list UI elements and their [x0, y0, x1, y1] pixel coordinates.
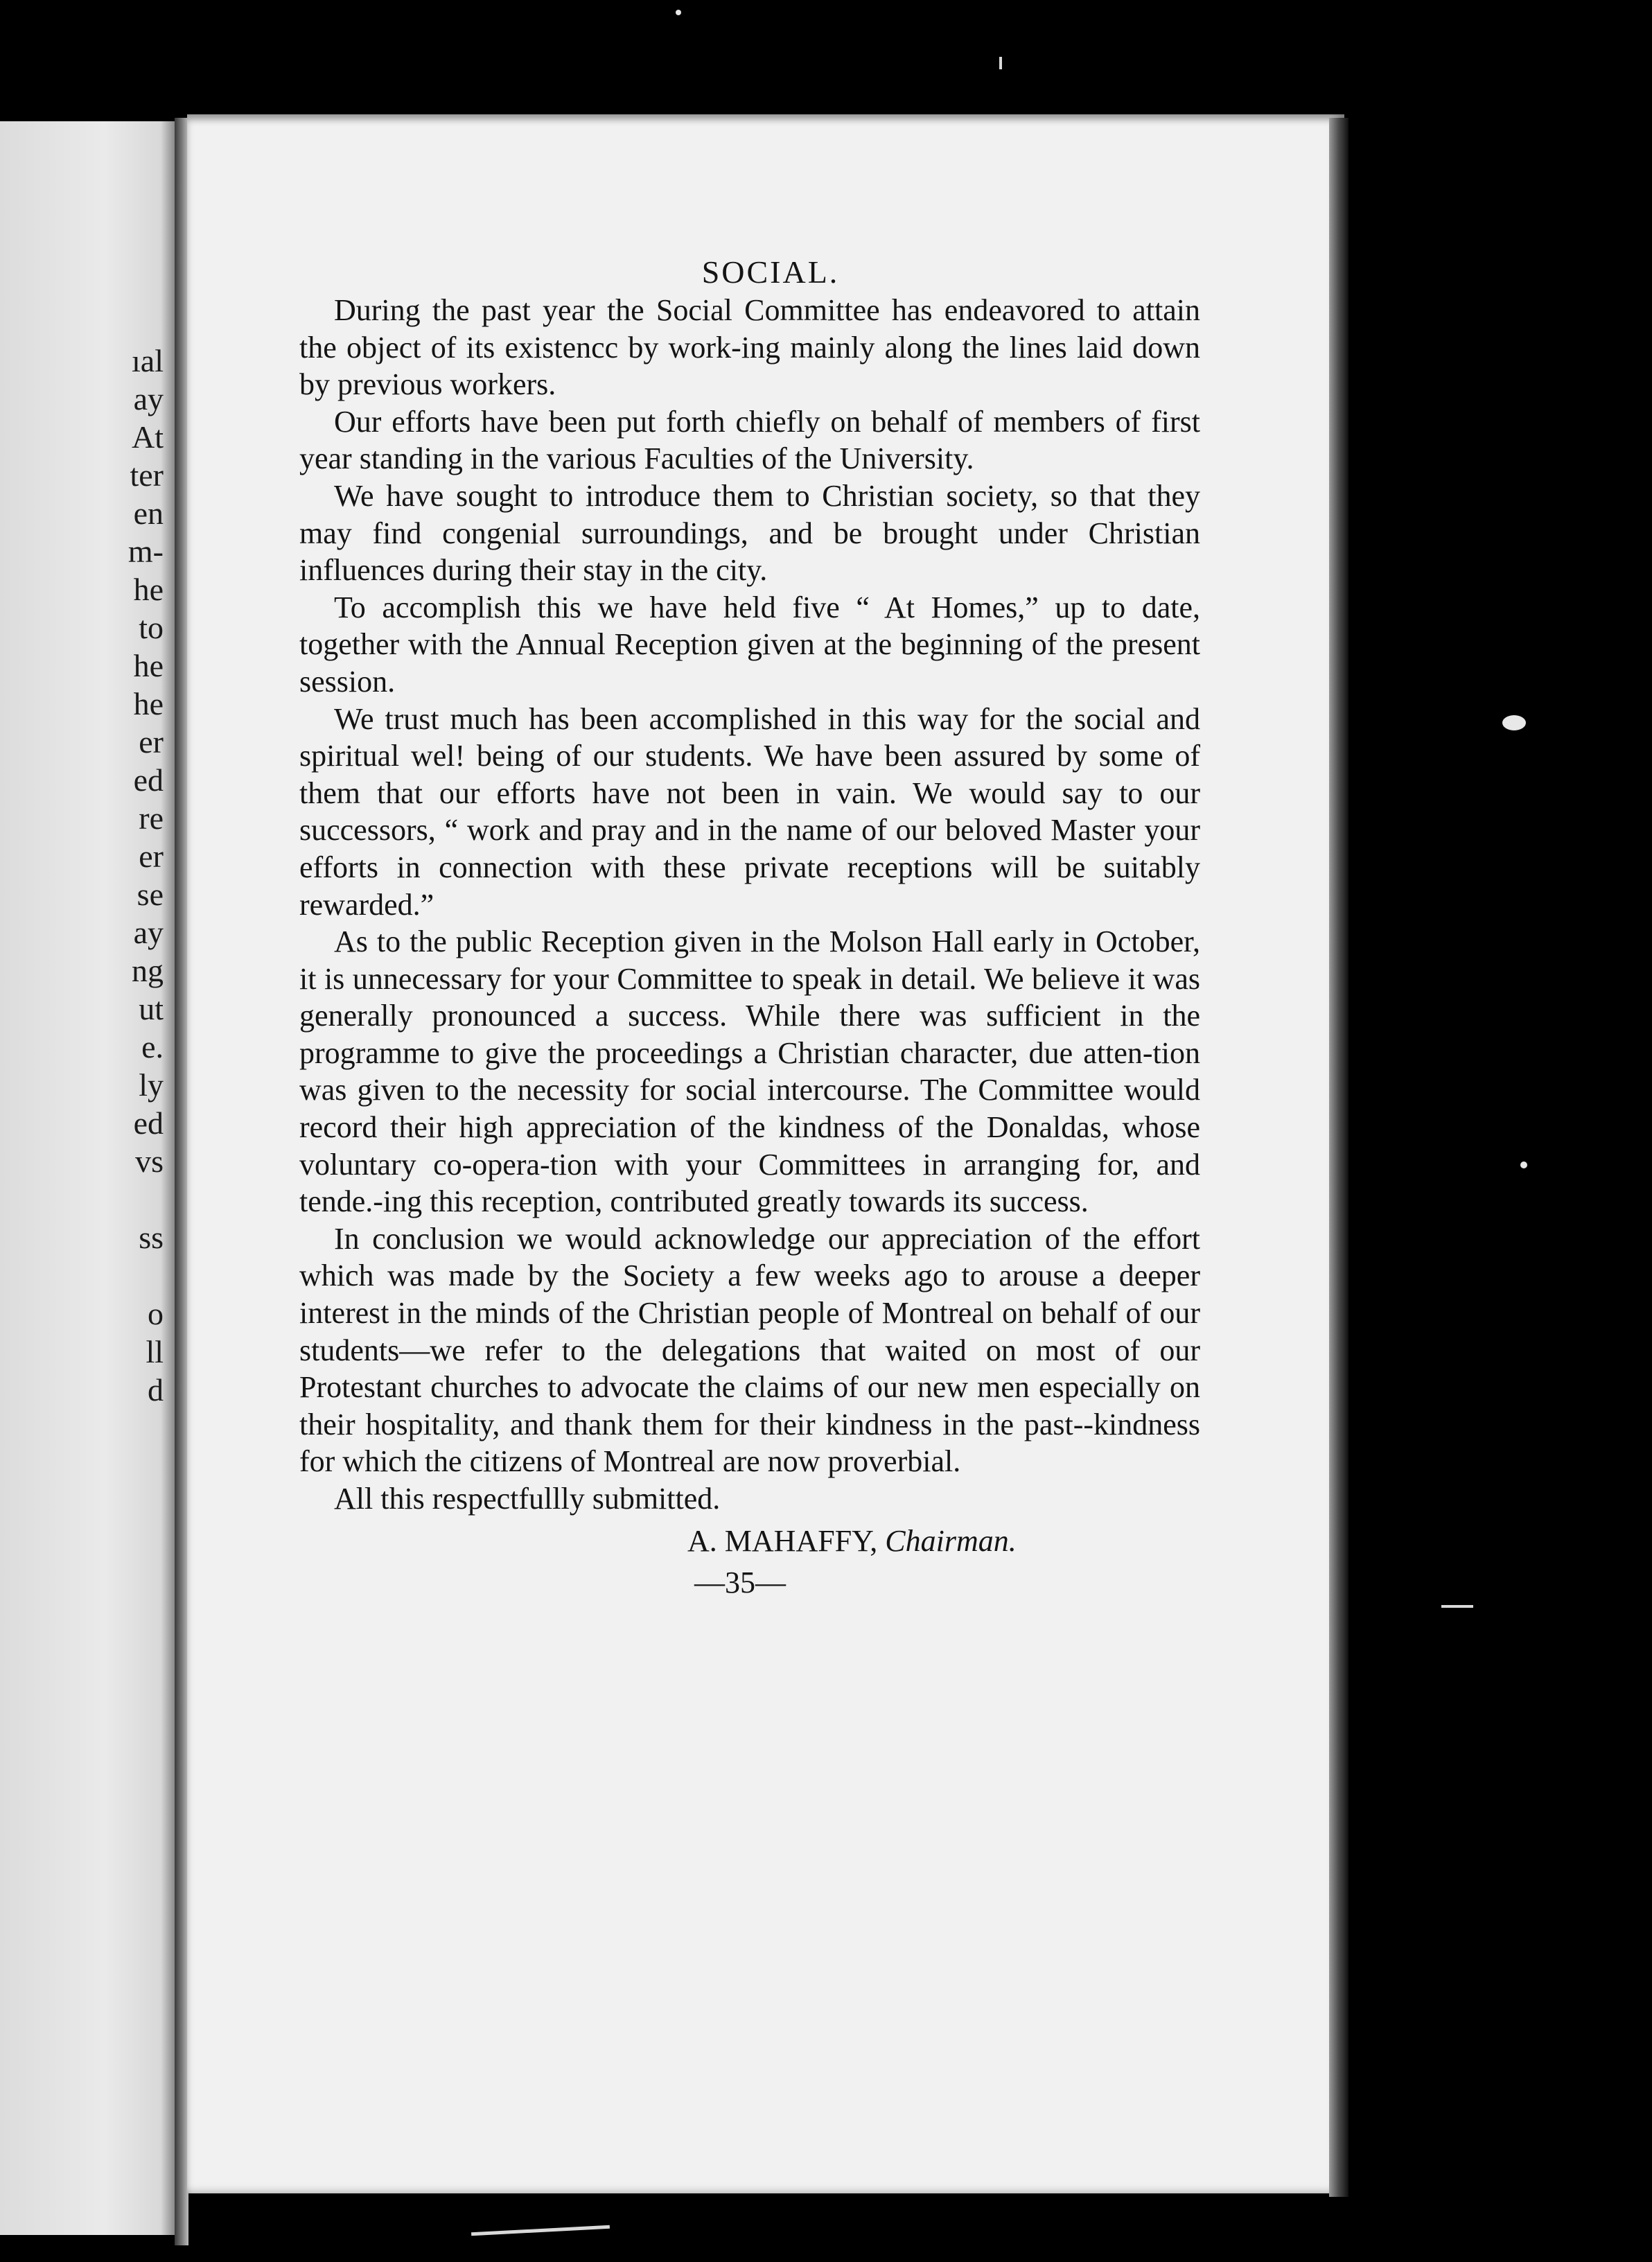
- left-fragment: ter: [130, 457, 164, 493]
- dust-speck: [676, 10, 681, 15]
- left-fragment: ss: [139, 1220, 164, 1255]
- left-fragment: [128, 1180, 164, 1218]
- left-fragment: he: [133, 648, 164, 683]
- left-fragment: he: [133, 572, 164, 607]
- left-fragment: ed: [133, 1105, 164, 1141]
- signature-title: Chairman.: [885, 1523, 1017, 1558]
- left-facing-page: [0, 121, 175, 2235]
- signature: [299, 1522, 1200, 1561]
- left-fragment: ng: [132, 953, 164, 988]
- left-fragment: he: [133, 686, 164, 721]
- left-fragment: er: [139, 839, 164, 874]
- left-fragment: e.: [141, 1029, 164, 1064]
- paragraph: We have sought to introduce them to Christian society, so that they may find congenial surroundings, and be brought under Christian influences during their stay in the city.: [299, 478, 1200, 588]
- left-page-text-fragments: [128, 342, 164, 1409]
- signature-name: A. MAHAFFY,: [687, 1523, 878, 1558]
- left-fragment: ll: [146, 1334, 164, 1369]
- closing-line: All this respectfullly submitted.: [334, 1482, 721, 1516]
- left-fragment: ed: [133, 762, 164, 798]
- paragraph: During the past year the Social Committee has endeavored to attain the object of its existencc by work-ing mainly along the lines laid down by previous workers.: [299, 293, 1200, 402]
- dust-speck: [1520, 1161, 1527, 1168]
- left-fragment: m-: [128, 534, 164, 569]
- left-fragment: ay: [133, 381, 164, 417]
- paragraph: In conclusion we would acknowledge our appreciation of the effort which was made by the Society a few weeks ago to arouse a deeper interest in the minds of the Christian people of Montreal on behalf of our students—we refer to the delegations that waited on most of our Protestant churches to advocate the claims of our new men especially on their hospitality, and thank them for their kindness in the past--kindness for which the citizens of Montreal are now proverbial.: [299, 1221, 1200, 1479]
- book-gutter: [175, 118, 188, 2245]
- left-fragment: er: [139, 724, 164, 760]
- left-fragment: o: [148, 1296, 164, 1331]
- dust-speck: [1502, 715, 1526, 730]
- left-fragment: ut: [139, 991, 164, 1026]
- paragraph: Our efforts have been put forth chiefly on behalf of members of first year standing in the various Faculties of the University.: [299, 404, 1200, 476]
- left-fragment: At: [132, 419, 164, 455]
- left-fragment: ly: [139, 1067, 164, 1103]
- scratch-mark: [471, 2225, 610, 2236]
- page-number: —35—: [694, 1565, 786, 1599]
- left-fragment: vs: [135, 1143, 164, 1179]
- section-heading: SOCIAL.: [701, 254, 840, 290]
- scratch-mark: [1441, 1605, 1473, 1608]
- scratch-mark: [999, 57, 1002, 69]
- page-edge-shadow: [1329, 118, 1348, 2197]
- left-fragment: re: [139, 800, 164, 836]
- paragraph: To accomplish this we have held five “ At Homes,” up to date, together with the Annual Reception given at the beginning of the present session.: [299, 590, 1200, 699]
- page-content: [299, 253, 1200, 1602]
- left-fragment: d: [148, 1372, 164, 1408]
- paragraph: As to the public Reception given in the Molson Hall early in October, it is unnecessary for your Committee to speak in detail. We believe it was generally pronounced a success. While there was sufficient in the programme to give the proceedings a Christian character, due atten-tion was given to the necessity for social intercourse. The Committee would record their high appreciation of the kindness of the Donaldas, whose voluntary co-opera-tion with your Committees in arranging for, and tende.-ing this reception, contributed greatly towards its success.: [299, 924, 1200, 1219]
- left-fragment: [128, 1256, 164, 1295]
- left-fragment: en: [133, 496, 164, 531]
- left-fragment: se: [137, 877, 164, 912]
- left-fragment: to: [139, 610, 164, 645]
- left-fragment: ay: [133, 915, 164, 950]
- left-fragment: ıal: [132, 343, 164, 378]
- paragraph: We trust much has been accomplished in this way for the social and spiritual wel! being of our students. We have been assured by some of them that our efforts have not been in vain. We would say to our successors, “ work and pray and in the name of our beloved Master your efforts in connection with these private receptions will be suitably rewarded.”: [299, 701, 1200, 922]
